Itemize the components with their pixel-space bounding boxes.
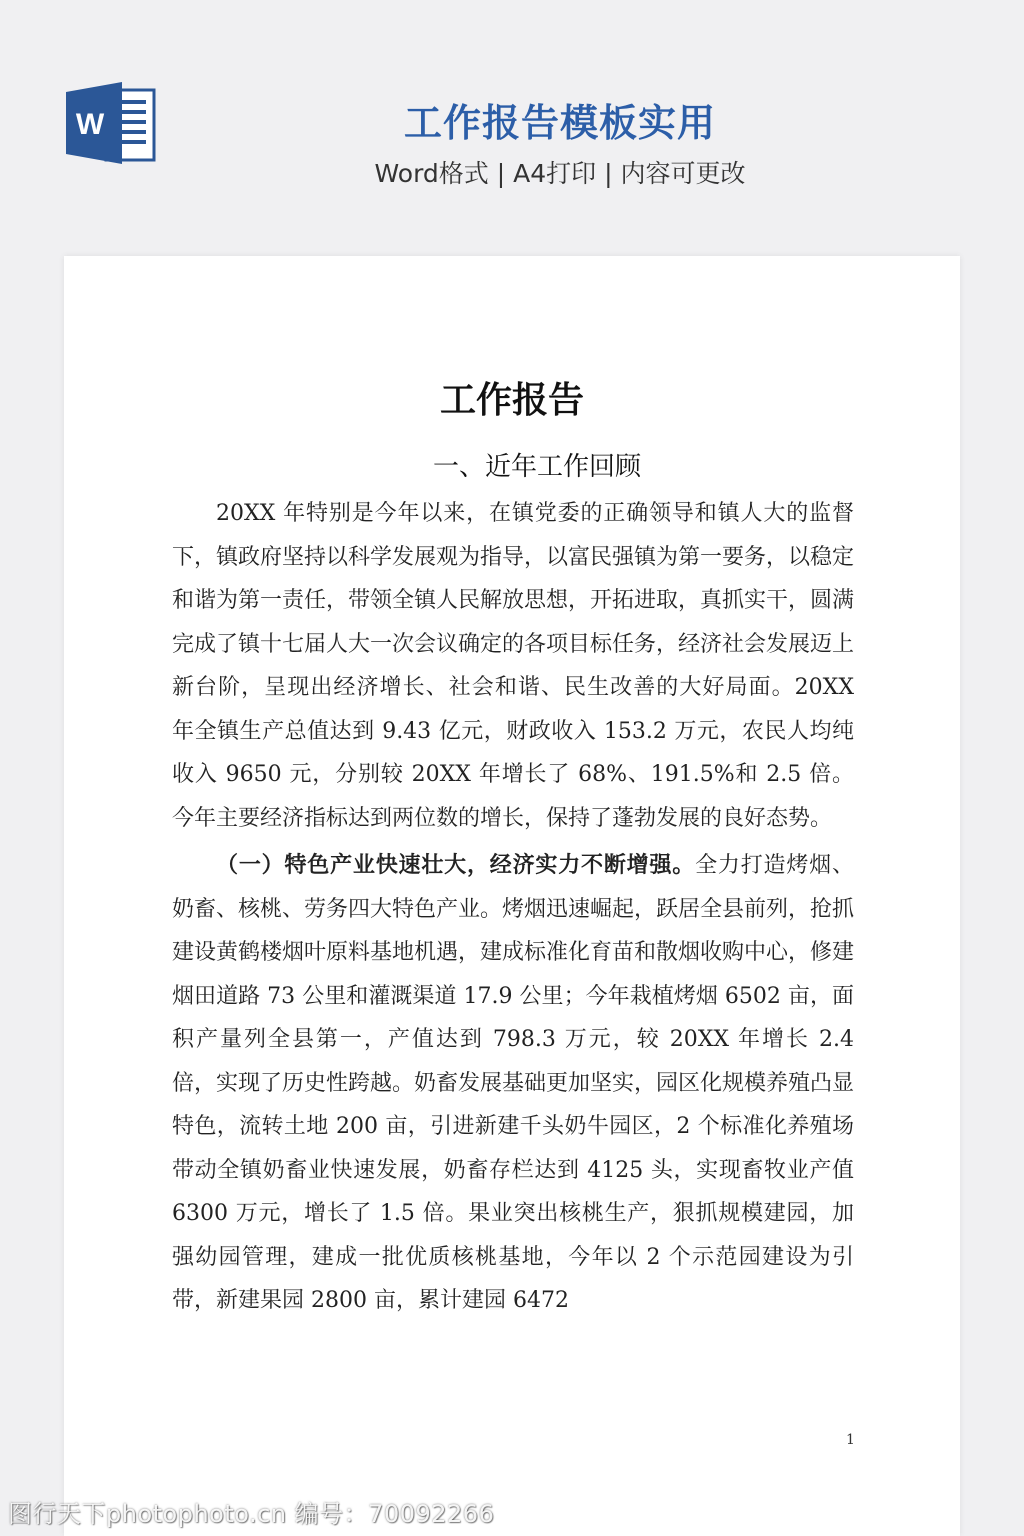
watermark-text: 图行天下photophoto.cn 编号：70092266 [8,1500,495,1528]
document-page [64,256,960,1536]
header-subtitle: Word格式 | A4打印 | 内容可更改 [374,159,746,188]
document-title: 工作报告 [439,379,584,421]
page-number: 1 [846,1432,855,1448]
header-title: 工作报告模板实用 [403,101,716,145]
section-heading: 一、近年工作回顾 [432,452,641,482]
word-logo-letter: W [75,108,105,141]
document-body [172,492,854,1323]
paragraph-2-text: 全力打造烤烟、奶畜、核桃、劳务四大特色产业。烤烟迅速崛起，跃居全县前列，抢抓建设黄鹤楼烟叶原料基地机遇，建成标准化育苗和散烟收购中心，修建烟田道路 73 公里和灌溉渠道 17.9 公里；今年栽植烤烟 6502 亩，面积产量列全县第一，产值达到 798.3 万元，较 20XX 年增长 2.4 倍，实现了历史性跨越。奶畜发展基础更加坚实，园区化规模养殖凸显特色，流转土地 200 亩，引进新建千头奶牛园区，2 个标准化养殖场带动全镇奶畜业快速发展，奶畜存栏达到 4125 头，实现畜牧业产值 6300 万元，增长了 1.5 倍。果业突出核桃生产，狠抓规模建园，加强幼园管理，建成一批优质核桃基地，今年以 2 个示范园建设为引带，新建果园 2800 亩，累计建园 6472 [172,853,855,1313]
paragraph-2-lead: （一）特色产业快速壮大，经济实力不断增强。 [216,852,696,878]
paragraph-2 [172,844,854,1323]
word-logo-icon [66,82,156,164]
paragraph-1: 20XX 年特别是今年以来，在镇党委的正确领导和镇人大的监督下，镇政府坚持以科学发展观为指导，以富民强镇为第一要务，以稳定和谐为第一责任，带领全镇人民解放思想，开拓进取，真抓实干，圆满完成了镇十七届人大一次会议确定的各项目标任务，经济社会发展迈上新台阶，呈现出经济增长、社会和谐、民生改善的大好局面。20XX 年全镇生产总值达到 9.43 亿元，财政收入 153.2 万元，农民人均纯收入 9650 元，分别较 20XX 年增长了 68%、191.5%和 2.5 倍。今年主要经济指标达到两位数的增长，保持了蓬勃发展的良好态势。 [172,501,855,831]
